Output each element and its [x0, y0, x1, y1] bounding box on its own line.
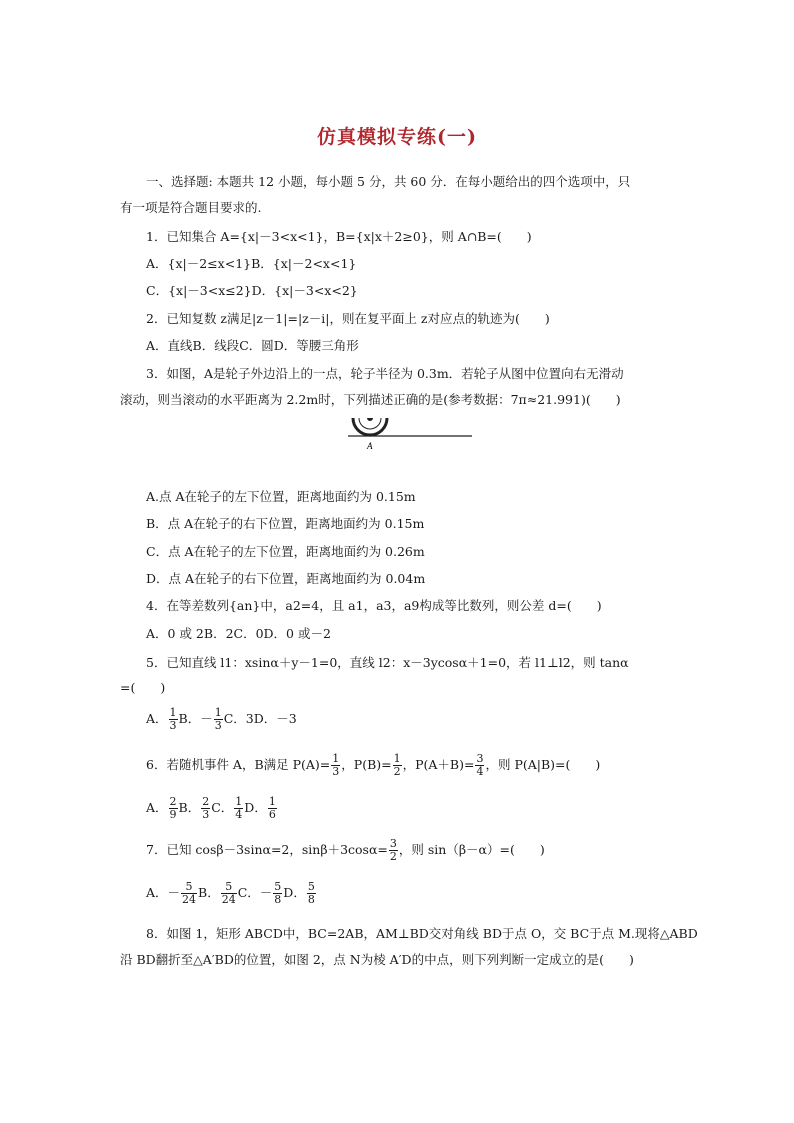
q3-stem-2: 滚动，则当滚动的水平距离为 2.2m时，下列描述正确的是(参考数据：7π≈21.991)( ) [120, 392, 621, 407]
fraction: $\frac{1}{3}$ [214, 706, 222, 732]
q1-options-ab: A．{x|－2≤x<1}B．{x|－2<x<1} [146, 256, 357, 271]
q2-stem: 2．已知复数 z满足|z－1|=|z－i|，则在复平面上 z对应点的轨迹为( ) [146, 311, 550, 326]
q3-stem-1: 3．如图，A是轮子外边沿上的一点，轮子半径为 0.3m．若轮子从图中位置向右无滑动 [146, 366, 624, 381]
page-title: 仿真模拟专练(一) [317, 126, 477, 148]
q1-options-cd: C．{x|－3<x≤2}D．{x|－3<x<2} [146, 283, 358, 298]
wheel-hub [367, 418, 373, 421]
q6-options: A． $\frac{2}{9}$ B． $\frac{2}{3}$ C． $\frac{1}{4}$ D． $\frac{1}{6}$ [146, 795, 276, 821]
fraction: $\frac{5}{24}$ [182, 880, 197, 906]
q3-option-b: B．点 A在轮子的右下位置，距离地面约为 0.15m [146, 516, 425, 531]
q7-stem: 7．已知 cosβ－3sinα=2，sinβ＋3cosα= $\frac{3}{2}$ ，则 sin（β－α）=( ) [146, 837, 545, 863]
fraction: $\frac{1}{2}$ [393, 752, 401, 778]
fraction: $\frac{1}{3}$ [332, 752, 340, 778]
q3-option-c: C．点 A在轮子的左下位置，距离地面约为 0.26m [146, 544, 425, 559]
fraction: $\frac{2}{3}$ [202, 795, 210, 821]
fraction: $\frac{1}{6}$ [268, 795, 276, 821]
q5-options: A． $\frac{1}{3}$ B．－ $\frac{1}{3}$ C．3D．－3 [146, 706, 297, 732]
q6-stem: 6．若随机事件 A，B满足 P(A)= $\frac{1}{3}$ ，P(B)= $\frac{1}{2}$ ，P(A＋B)= $\frac{3}{4}$ ，则 P(A|B)=( ) [146, 752, 601, 778]
fraction: $\frac{5}{8}$ [307, 880, 315, 906]
q4-stem: 4．在等差数列{an}中，a2=4，且 a1，a3，a9构成等比数列，则公差 d=( ) [146, 598, 602, 613]
fraction: $\frac{3}{4}$ [476, 752, 484, 778]
q8-stem-1: 8．如图 1，矩形 ABCD中，BC=2AB，AM⊥BD交对角线 BD于点 O，交 BC于点 M.现将△ABD [146, 926, 698, 941]
q8-stem-2: 沿 BD翻折至△A′BD的位置，如图 2，点 N为棱 A′D的中点，则下列判断一定成立的是( ) [120, 952, 634, 967]
fraction: $\frac{3}{2}$ [389, 837, 397, 863]
fraction: $\frac{5}{8}$ [274, 880, 282, 906]
q3-option-d: D．点 A在轮子的右下位置，距离地面约为 0.04m [146, 571, 426, 586]
fraction: $\frac{5}{24}$ [221, 880, 236, 906]
section-instructions-1: 一、选择题: 本题共 12 小题，每小题 5 分，共 60 分．在每小题给出的四个选项中，只 [146, 174, 631, 189]
point-a-marker [368, 433, 371, 436]
q1-stem: 1．已知集合 A={x|－3<x<1}，B={x|x＋2≥0}，则 A∩B=( ) [146, 229, 532, 244]
fraction: $\frac{1}{4}$ [235, 795, 243, 821]
section-instructions-2: 有一项是符合题目要求的. [120, 200, 262, 215]
q4-options: A．0 或 2B．2C．0D．0 或－2 [146, 626, 331, 641]
fraction: $\frac{2}{9}$ [169, 795, 177, 821]
q3-option-a: A.点 A在轮子的左下位置，距离地面约为 0.15m [146, 489, 416, 504]
q5-stem-1: 5．已知直线 l1：xsinα＋y－1=0，直线 l2：x－3ycosα＋1=0，若 l1⊥l2，则 tanα [146, 655, 629, 670]
q2-options: A．直线B．线段C．圆D．等腰三角形 [146, 338, 359, 353]
q5-stem-2: =( ) [120, 680, 166, 695]
q7-options: A．－ $\frac{5}{24}$ B． $\frac{5}{24}$ C．－ $\frac{5}{8}$ D． $\frac{5}{8}$ [146, 880, 315, 906]
point-a-label: A [367, 441, 373, 451]
fraction: $\frac{1}{3}$ [169, 706, 177, 732]
wheel-figure [340, 418, 476, 454]
